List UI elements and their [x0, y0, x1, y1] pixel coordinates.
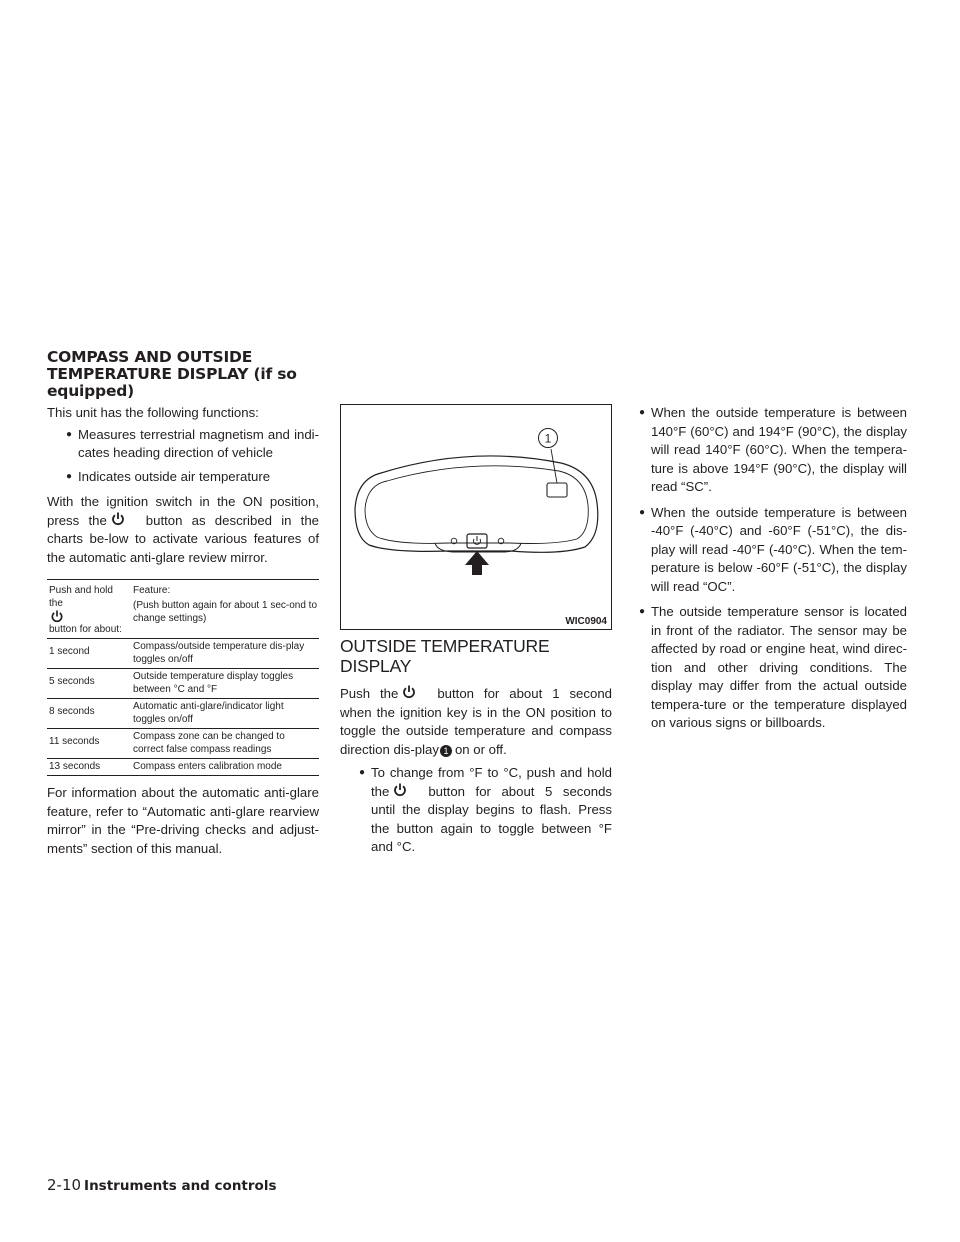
header-left-text: Push and hold the	[49, 585, 113, 609]
temperature-text: When the outside temperature is between 140°F (60°C) and 194°F (90°C), the display will read 140°F (60°C). When the tempera-ture is above 194°F (90°C), the display will read “SC”.	[651, 405, 907, 494]
table-row	[47, 699, 319, 729]
bullet-dot-icon: ●	[638, 506, 646, 518]
table-cell-feature: Compass/outside temperature dis-play toggles on/off	[131, 639, 319, 669]
callout-1-icon: 1	[440, 745, 452, 757]
header-right-title: Feature:	[133, 585, 171, 596]
function-text: Measures terrestrial magnetism and indi-cates heading direction of vehicle	[78, 426, 319, 460]
bullet-dot-icon: ●	[65, 470, 73, 482]
bullet-dot-icon: ●	[638, 407, 646, 418]
sensor-text: The outside temperature sensor is located in front of the radiator. The sensor may be affected by road or engine heat, wind direc-tion and other driving conditions. The display may differ from the actual outside tempera-ture or the temperature displayed on various signs or billboards.	[651, 604, 907, 730]
table-cell-feature: Compass zone can be changed to correct false compass readings	[131, 729, 319, 759]
bullet-dot-icon: ●	[65, 428, 73, 440]
mirror-figure	[340, 404, 612, 630]
ignition-text-after: button as described in the charts be-low to activate various features of the automatic anti-glare review mirror.	[47, 512, 319, 565]
left-column	[47, 404, 319, 858]
power-button-icon	[49, 610, 129, 623]
temperature-bullet	[633, 404, 907, 497]
subheading: OUTSIDE TEMPERATURE DISPLAY	[340, 636, 550, 676]
table-row	[47, 729, 319, 759]
push-text-end: on or off.	[454, 741, 507, 757]
ignition-paragraph	[47, 493, 319, 567]
info-paragraph: For information about the automatic anti-glare feature, refer to “Automatic anti-glare rearview mirror” in the “Pre-driving checks and adjust-ments” section of this manual.	[47, 785, 319, 856]
table-cell-feature: Outside temperature display toggles between °C and °F	[131, 669, 319, 699]
push-text-before: Push the	[340, 686, 399, 701]
table-header-cell	[131, 580, 319, 639]
bullet-dot-icon: ●	[358, 767, 366, 778]
table-cell-time: 1 second	[47, 639, 131, 669]
header-left-text: button for about:	[49, 624, 122, 635]
table-header-cell	[47, 580, 131, 639]
push-text-after: button for about 1 second when the ignition key is in the ON position to toggle the outside temperature and compass direction dis-play	[340, 686, 612, 757]
temperature-bullet	[633, 504, 907, 597]
table-row	[47, 639, 319, 669]
change-text-before: To change from °F to °C, push and hold the	[371, 765, 612, 799]
heading-line: equipped)	[47, 382, 135, 400]
rearview-mirror-illustration	[341, 405, 611, 629]
heading-line: TEMPERATURE DISPLAY (if so	[47, 365, 297, 383]
table-row	[47, 759, 319, 776]
heading-line: COMPASS AND OUTSIDE	[47, 348, 253, 366]
section-name: Instruments and controls	[84, 1178, 277, 1194]
table-header-row	[47, 580, 319, 639]
figure-caption: WIC0904	[565, 616, 607, 627]
bullet-dot-icon: ●	[638, 606, 646, 617]
table-cell-feature: Automatic anti-glare/indicator light toggles on/off	[131, 699, 319, 729]
change-text-after: button for about 5 seconds until the display begins to flash. Press the button again to toggle between °F and °C.	[371, 783, 612, 854]
middle-column	[340, 636, 612, 857]
section-heading	[47, 349, 337, 400]
callout-number: 1	[544, 431, 552, 446]
button-function-table	[47, 579, 319, 776]
power-button-icon	[401, 685, 417, 699]
ignition-text-before: With the ignition switch in the ON position, press the	[47, 494, 319, 528]
push-paragraph	[340, 685, 612, 759]
page-footer	[47, 1176, 276, 1194]
power-button-icon	[392, 783, 408, 797]
table-cell-time: 8 seconds	[47, 699, 131, 729]
function-item	[47, 426, 319, 463]
change-bullet	[340, 764, 612, 857]
table-row	[47, 669, 319, 699]
power-button-icon	[110, 512, 126, 526]
page-number: 2-10	[47, 1176, 82, 1194]
function-item	[47, 468, 319, 487]
intro-text: This unit has the following functions:	[47, 405, 259, 420]
table-cell-feature: Compass enters calibration mode	[131, 759, 319, 776]
function-text: Indicates outside air temperature	[78, 468, 271, 484]
table-cell-time: 11 seconds	[47, 729, 131, 759]
header-right-note: (Push button again for about 1 sec-ond to change settings)	[133, 600, 318, 624]
table-cell-time: 5 seconds	[47, 669, 131, 699]
table-cell-time: 13 seconds	[47, 759, 131, 776]
temperature-text: When the outside temperature is between -40°F (-40°C) and -60°F (-51°C), the dis-play will read -40°F (-40°C). When the tem-perature is below -60°F (-51°C), the display will read “OC”.	[651, 504, 907, 594]
right-column	[633, 404, 907, 733]
up-arrow-icon	[465, 551, 489, 575]
sensor-bullet	[633, 603, 907, 733]
